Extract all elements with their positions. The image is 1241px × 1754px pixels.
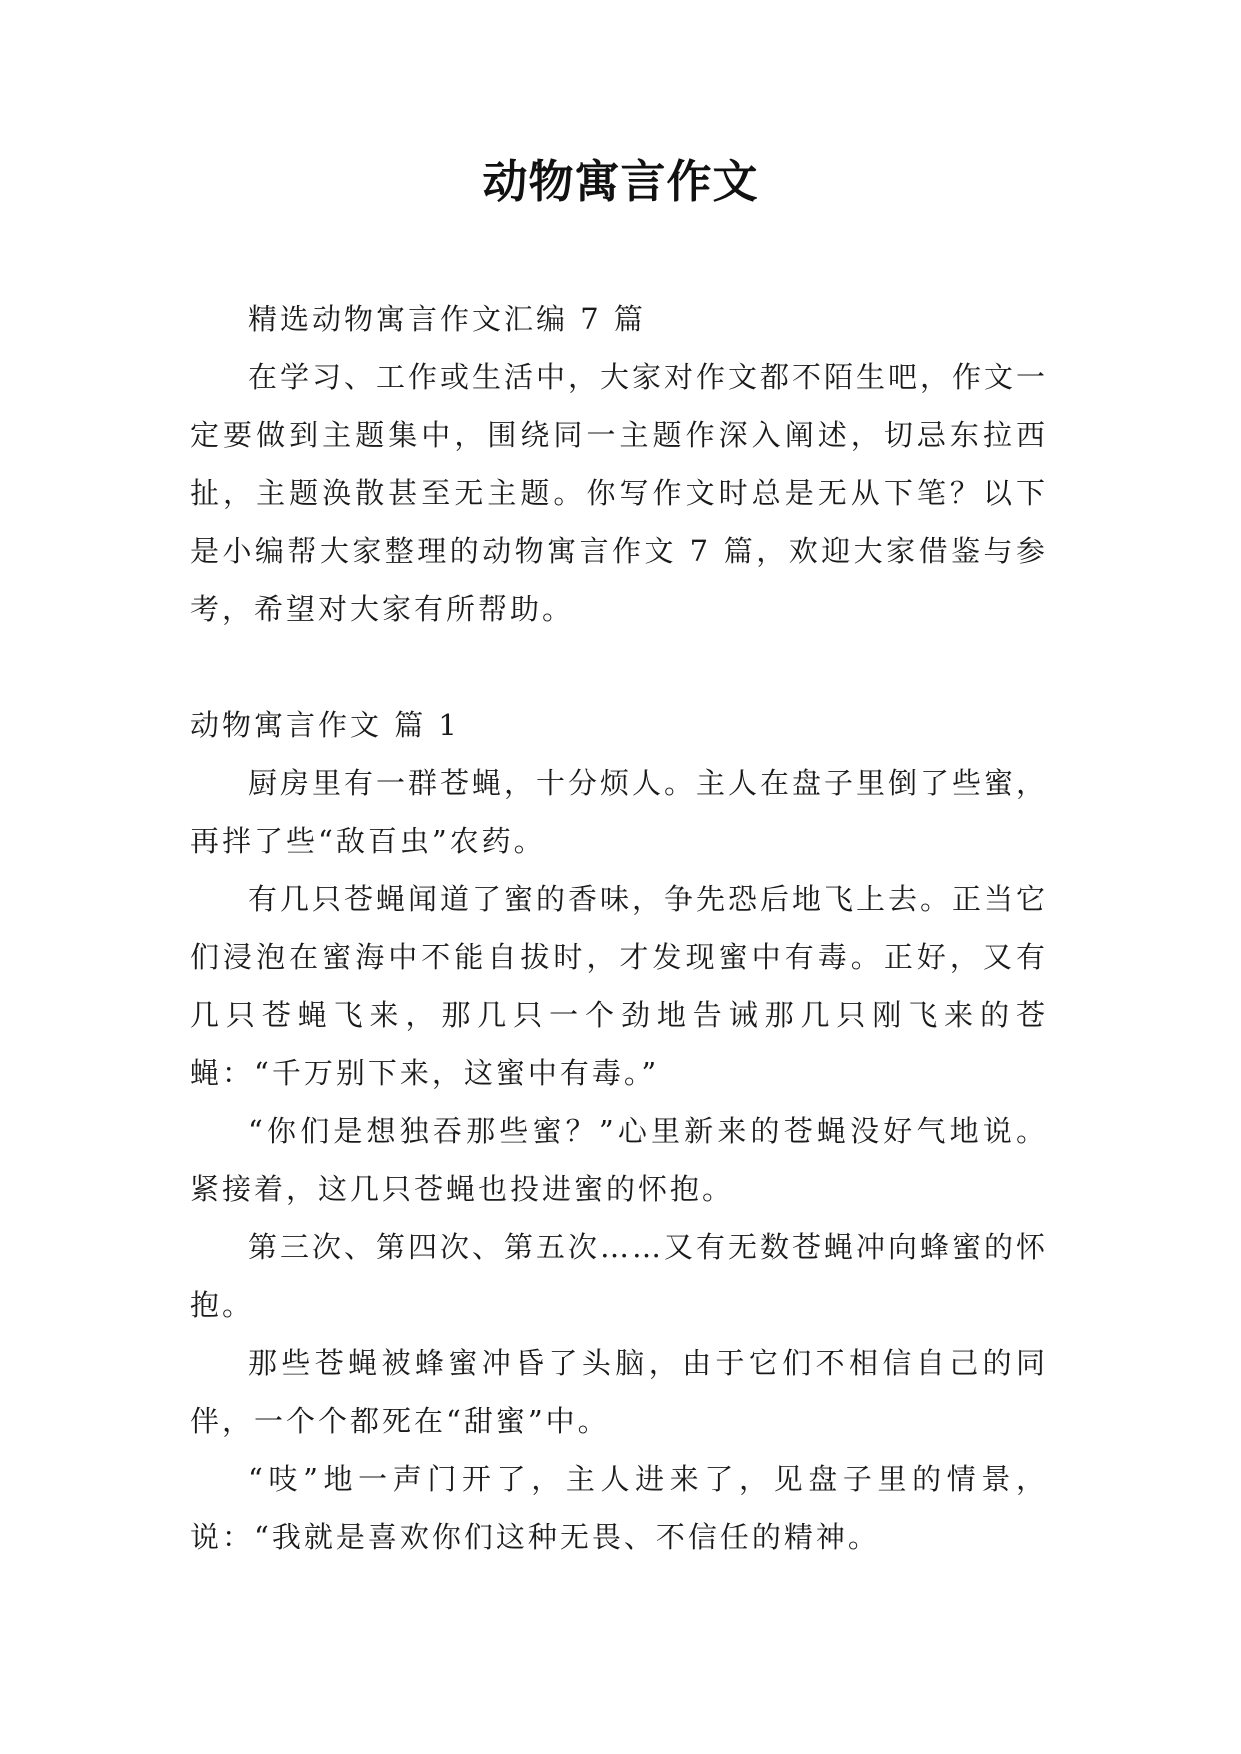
story-paragraph: “吱”地一声门开了，主人进来了，见盘子里的情景，说：“我就是喜欢你们这种无畏、不信任的精神。 [190,1462,1048,1554]
story-paragraph: 有几只苍蝇闻道了蜜的香味，争先恐后地飞上去。正当它们浸泡在蜜海中不能自拔时，才发现蜜中有毒。正好，又有几只苍蝇飞来，那几只一个劲地告诫那几只刚飞来的苍蝇：“千万别下来，这蜜中有毒。” [190,882,1049,1090]
intro-paragraph: 在学习、工作或生活中，大家对作文都不陌生吧，作文一定要做到主题集中，围绕同一主题作深入阐述，切忌东拉西扯，主题涣散甚至无主题。你写作文时总是无从下笔？以下是小编帮大家整理的动物寓言作文 7 篇，欢迎大家借鉴与参考，希望对大家有所帮助。 [190,360,1049,626]
section-heading: 动物寓言作文 篇 1 [190,708,460,742]
story-paragraph: “你们是想独吞那些蜜？”心里新来的苍蝇没好气地说。紧接着，这几只苍蝇也投进蜜的怀抱。 [190,1114,1048,1206]
story-paragraph: 第三次、第四次、第五次……又有无数苍蝇冲向蜂蜜的怀抱。 [190,1230,1049,1322]
intro-line: 精选动物寓言作文汇编 7 篇 [248,302,646,336]
story-paragraph: 厨房里有一群苍蝇，十分烦人。主人在盘子里倒了些蜜，再拌了些“敌百虫”农药。 [190,766,1049,858]
story-paragraph: 那些苍蝇被蜂蜜冲昏了头脑，由于它们不相信自己的同伴，一个个都死在“甜蜜”中。 [190,1346,1048,1438]
document-body [190,290,1048,1566]
document-title: 动物寓言作文 [482,155,759,208]
